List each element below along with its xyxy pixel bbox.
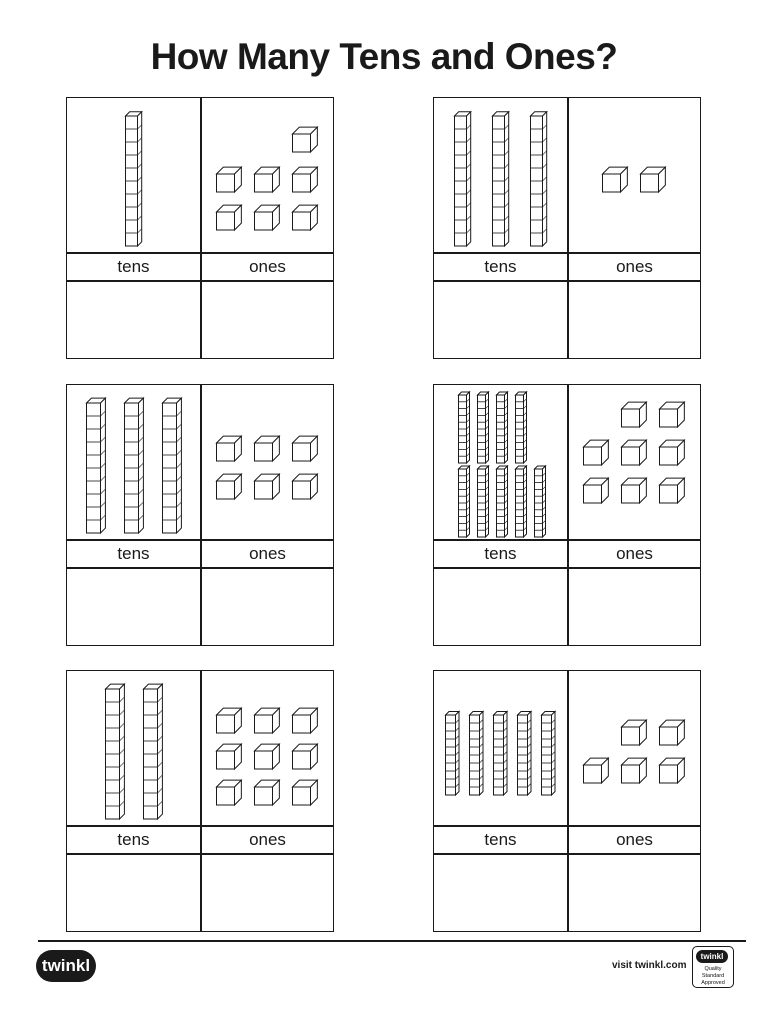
one-cube bbox=[622, 440, 647, 465]
ten-rod bbox=[470, 712, 484, 796]
place-value-card-6 bbox=[433, 670, 701, 932]
ten-rod bbox=[516, 392, 527, 463]
one-cube bbox=[660, 758, 685, 783]
ten-rod bbox=[144, 684, 163, 819]
one-cube bbox=[255, 474, 280, 499]
tens-answer-box[interactable] bbox=[434, 282, 567, 358]
ten-rod bbox=[531, 112, 547, 246]
one-cube bbox=[255, 780, 280, 805]
one-cube bbox=[622, 478, 647, 503]
tens-label: tens bbox=[117, 544, 150, 563]
page-title: How Many Tens and Ones? bbox=[150, 36, 618, 77]
place-value-card-1 bbox=[66, 97, 334, 359]
one-cube bbox=[255, 167, 280, 192]
one-cube bbox=[217, 436, 242, 461]
one-cube bbox=[641, 167, 666, 192]
one-cube bbox=[255, 436, 280, 461]
one-cube bbox=[622, 402, 647, 427]
one-cube bbox=[603, 167, 628, 192]
ten-rod bbox=[478, 466, 489, 537]
ones-answer-box[interactable] bbox=[568, 855, 701, 931]
one-cube bbox=[255, 205, 280, 230]
one-cube bbox=[622, 720, 647, 745]
one-cube bbox=[622, 758, 647, 783]
ten-rod bbox=[478, 392, 489, 463]
one-cube bbox=[293, 708, 318, 733]
one-cube bbox=[293, 780, 318, 805]
ones-answer-box[interactable] bbox=[568, 569, 701, 645]
place-value-card-4 bbox=[433, 384, 701, 646]
one-cube bbox=[293, 167, 318, 192]
ones-answer-box[interactable] bbox=[201, 282, 334, 358]
one-cube bbox=[293, 205, 318, 230]
one-cube bbox=[293, 744, 318, 769]
ten-rod bbox=[125, 398, 144, 533]
ones-answer-box[interactable] bbox=[568, 282, 701, 358]
one-cube bbox=[584, 758, 609, 783]
one-cube bbox=[293, 127, 318, 152]
tens-label: tens bbox=[484, 544, 517, 563]
tens-answer-box[interactable] bbox=[67, 855, 200, 931]
ten-rod bbox=[106, 684, 125, 819]
one-cube bbox=[217, 708, 242, 733]
one-cube bbox=[584, 478, 609, 503]
one-cube bbox=[293, 436, 318, 461]
ten-rod bbox=[455, 112, 471, 246]
twinkl-logo: twinkl bbox=[36, 950, 96, 982]
ten-rod bbox=[518, 712, 532, 796]
place-value-card-2 bbox=[433, 97, 701, 359]
ten-rod bbox=[87, 398, 106, 533]
ten-rod bbox=[446, 712, 460, 796]
tens-answer-box[interactable] bbox=[67, 282, 200, 358]
ten-rod bbox=[459, 392, 470, 463]
tens-label: tens bbox=[484, 830, 517, 849]
ones-answer-box[interactable] bbox=[201, 855, 334, 931]
ten-rod bbox=[497, 466, 508, 537]
ten-rod bbox=[516, 466, 527, 537]
one-cube bbox=[217, 744, 242, 769]
one-cube bbox=[293, 474, 318, 499]
tens-answer-box[interactable] bbox=[434, 855, 567, 931]
tens-answer-box[interactable] bbox=[434, 569, 567, 645]
ones-label: ones bbox=[249, 544, 286, 563]
badge-text: Quality Standard Approved bbox=[701, 966, 725, 986]
ones-label: ones bbox=[616, 544, 653, 563]
tens-label: tens bbox=[117, 830, 150, 849]
ones-label: ones bbox=[616, 257, 653, 276]
place-value-card-3 bbox=[66, 384, 334, 646]
ones-label: ones bbox=[249, 830, 286, 849]
one-cube bbox=[255, 708, 280, 733]
visit-link[interactable]: visit twinkl.com bbox=[612, 960, 687, 971]
tens-label: tens bbox=[117, 257, 150, 276]
footer-divider bbox=[38, 940, 746, 942]
ten-rod bbox=[535, 466, 546, 537]
one-cube bbox=[217, 780, 242, 805]
ten-rod bbox=[497, 392, 508, 463]
one-cube bbox=[217, 474, 242, 499]
one-cube bbox=[660, 478, 685, 503]
one-cube bbox=[217, 205, 242, 230]
ten-rod bbox=[163, 398, 182, 533]
one-cube bbox=[660, 440, 685, 465]
ten-rod bbox=[126, 112, 142, 246]
ones-answer-box[interactable] bbox=[201, 569, 334, 645]
ten-rod bbox=[459, 466, 470, 537]
quality-badge bbox=[692, 946, 734, 988]
place-value-card-5 bbox=[66, 670, 334, 932]
one-cube bbox=[255, 744, 280, 769]
tens-label: tens bbox=[484, 257, 517, 276]
one-cube bbox=[217, 167, 242, 192]
ten-rod bbox=[494, 712, 508, 796]
ten-rod bbox=[542, 712, 556, 796]
one-cube bbox=[584, 440, 609, 465]
one-cube bbox=[660, 720, 685, 745]
ten-rod bbox=[493, 112, 509, 246]
ones-label: ones bbox=[616, 830, 653, 849]
tens-answer-box[interactable] bbox=[67, 569, 200, 645]
one-cube bbox=[660, 402, 685, 427]
badge-brand: twinkl bbox=[696, 950, 728, 963]
ones-label: ones bbox=[249, 257, 286, 276]
